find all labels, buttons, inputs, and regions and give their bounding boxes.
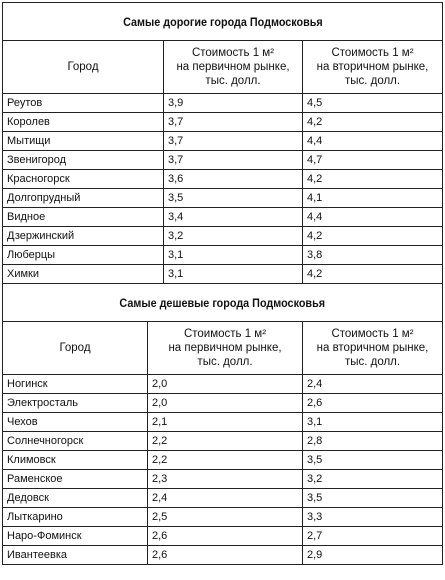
secondary-price-cell: 4,2 bbox=[303, 265, 443, 284]
secondary-price-cell: 4,2 bbox=[303, 227, 443, 246]
table-row bbox=[3, 375, 443, 394]
city-cell: Чехов bbox=[3, 413, 148, 432]
city-cell: Королев bbox=[3, 113, 164, 132]
city-cell: Химки bbox=[3, 265, 164, 284]
table-row bbox=[3, 451, 443, 470]
city-cell: Ногинск bbox=[3, 375, 148, 394]
secondary-price-cell: 2,8 bbox=[303, 432, 443, 451]
secondary-price-cell: 3,1 bbox=[303, 413, 443, 432]
primary-price-cell: 3,7 bbox=[164, 132, 303, 151]
secondary-price-cell: 2,4 bbox=[303, 375, 443, 394]
city-cell: Звенигород bbox=[3, 151, 164, 170]
table-row bbox=[3, 546, 443, 565]
table-row bbox=[3, 432, 443, 451]
header-primary-price: Стоимость 1 м² на первичном рынке, тыс. долл. bbox=[164, 41, 303, 94]
city-cell: Красногорск bbox=[3, 170, 164, 189]
expensive-cities-table-body bbox=[3, 3, 443, 284]
primary-price-cell: 2,1 bbox=[148, 413, 303, 432]
table-row bbox=[3, 113, 443, 132]
primary-price-cell: 3,4 bbox=[164, 208, 303, 227]
secondary-price-cell: 4,4 bbox=[303, 208, 443, 227]
table-row bbox=[3, 227, 443, 246]
primary-price-cell: 2,0 bbox=[148, 375, 303, 394]
city-cell: Дедовск bbox=[3, 489, 148, 508]
primary-price-cell: 2,2 bbox=[148, 432, 303, 451]
secondary-price-cell: 2,9 bbox=[303, 546, 443, 565]
header-secondary-price: Стоимость 1 м² на вторичном рынке, тыс. долл. bbox=[303, 322, 443, 375]
city-cell: Видное bbox=[3, 208, 164, 227]
city-cell: Наро-Фоминск bbox=[3, 527, 148, 546]
secondary-price-cell: 3,5 bbox=[303, 489, 443, 508]
header-secondary-price: Стоимость 1 м² на вторичном рынке, тыс. долл. bbox=[303, 41, 443, 94]
secondary-price-cell: 4,2 bbox=[303, 170, 443, 189]
table-row bbox=[3, 413, 443, 432]
primary-price-cell: 3,6 bbox=[164, 170, 303, 189]
primary-price-cell: 3,7 bbox=[164, 151, 303, 170]
table-row bbox=[3, 265, 443, 284]
cheap-cities-table-body bbox=[3, 284, 443, 565]
table-row bbox=[3, 151, 443, 170]
table-title: Самые дорогие города Подмосковья bbox=[3, 3, 443, 41]
city-cell: Лыткарино bbox=[3, 508, 148, 527]
city-cell: Мытищи bbox=[3, 132, 164, 151]
header-city: Город bbox=[3, 41, 164, 94]
table-row bbox=[3, 170, 443, 189]
secondary-price-cell: 4,4 bbox=[303, 132, 443, 151]
table-row bbox=[3, 527, 443, 546]
document-page bbox=[2, 2, 443, 565]
primary-price-cell: 3,1 bbox=[164, 246, 303, 265]
table-row bbox=[3, 132, 443, 151]
primary-price-cell: 3,1 bbox=[164, 265, 303, 284]
primary-price-cell: 3,9 bbox=[164, 94, 303, 113]
city-cell: Климовск bbox=[3, 451, 148, 470]
secondary-price-cell: 4,7 bbox=[303, 151, 443, 170]
secondary-price-cell: 3,8 bbox=[303, 246, 443, 265]
secondary-price-cell: 2,6 bbox=[303, 394, 443, 413]
header-city: Город bbox=[3, 322, 148, 375]
primary-price-cell: 3,7 bbox=[164, 113, 303, 132]
cheap-cities-table bbox=[2, 283, 443, 565]
city-cell: Электросталь bbox=[3, 394, 148, 413]
table-row bbox=[3, 189, 443, 208]
primary-price-cell: 2,6 bbox=[148, 546, 303, 565]
expensive-cities-table bbox=[2, 2, 443, 284]
primary-price-cell: 3,5 bbox=[164, 189, 303, 208]
table-row bbox=[3, 470, 443, 489]
primary-price-cell: 2,4 bbox=[148, 489, 303, 508]
primary-price-cell: 2,5 bbox=[148, 508, 303, 527]
city-cell: Реутов bbox=[3, 94, 164, 113]
city-cell: Солнечногорск bbox=[3, 432, 148, 451]
table-row bbox=[3, 246, 443, 265]
secondary-price-cell: 4,2 bbox=[303, 113, 443, 132]
header-primary-price: Стоимость 1 м² на первичном рынке, тыс. долл. bbox=[148, 322, 303, 375]
secondary-price-cell: 4,1 bbox=[303, 189, 443, 208]
primary-price-cell: 2,0 bbox=[148, 394, 303, 413]
primary-price-cell: 2,6 bbox=[148, 527, 303, 546]
table-row bbox=[3, 508, 443, 527]
secondary-price-cell: 2,7 bbox=[303, 527, 443, 546]
primary-price-cell: 2,3 bbox=[148, 470, 303, 489]
table-row bbox=[3, 208, 443, 227]
primary-price-cell: 2,2 bbox=[148, 451, 303, 470]
table-row bbox=[3, 489, 443, 508]
secondary-price-cell: 3,2 bbox=[303, 470, 443, 489]
city-cell: Дзержинский bbox=[3, 227, 164, 246]
secondary-price-cell: 4,5 bbox=[303, 94, 443, 113]
city-cell: Долгопрудный bbox=[3, 189, 164, 208]
secondary-price-cell: 3,3 bbox=[303, 508, 443, 527]
city-cell: Ивантеевка bbox=[3, 546, 148, 565]
city-cell: Люберцы bbox=[3, 246, 164, 265]
table-title: Самые дешевые города Подмосковья bbox=[3, 284, 443, 322]
table-row bbox=[3, 394, 443, 413]
city-cell: Раменское bbox=[3, 470, 148, 489]
table-row bbox=[3, 94, 443, 113]
primary-price-cell: 3,2 bbox=[164, 227, 303, 246]
secondary-price-cell: 3,5 bbox=[303, 451, 443, 470]
